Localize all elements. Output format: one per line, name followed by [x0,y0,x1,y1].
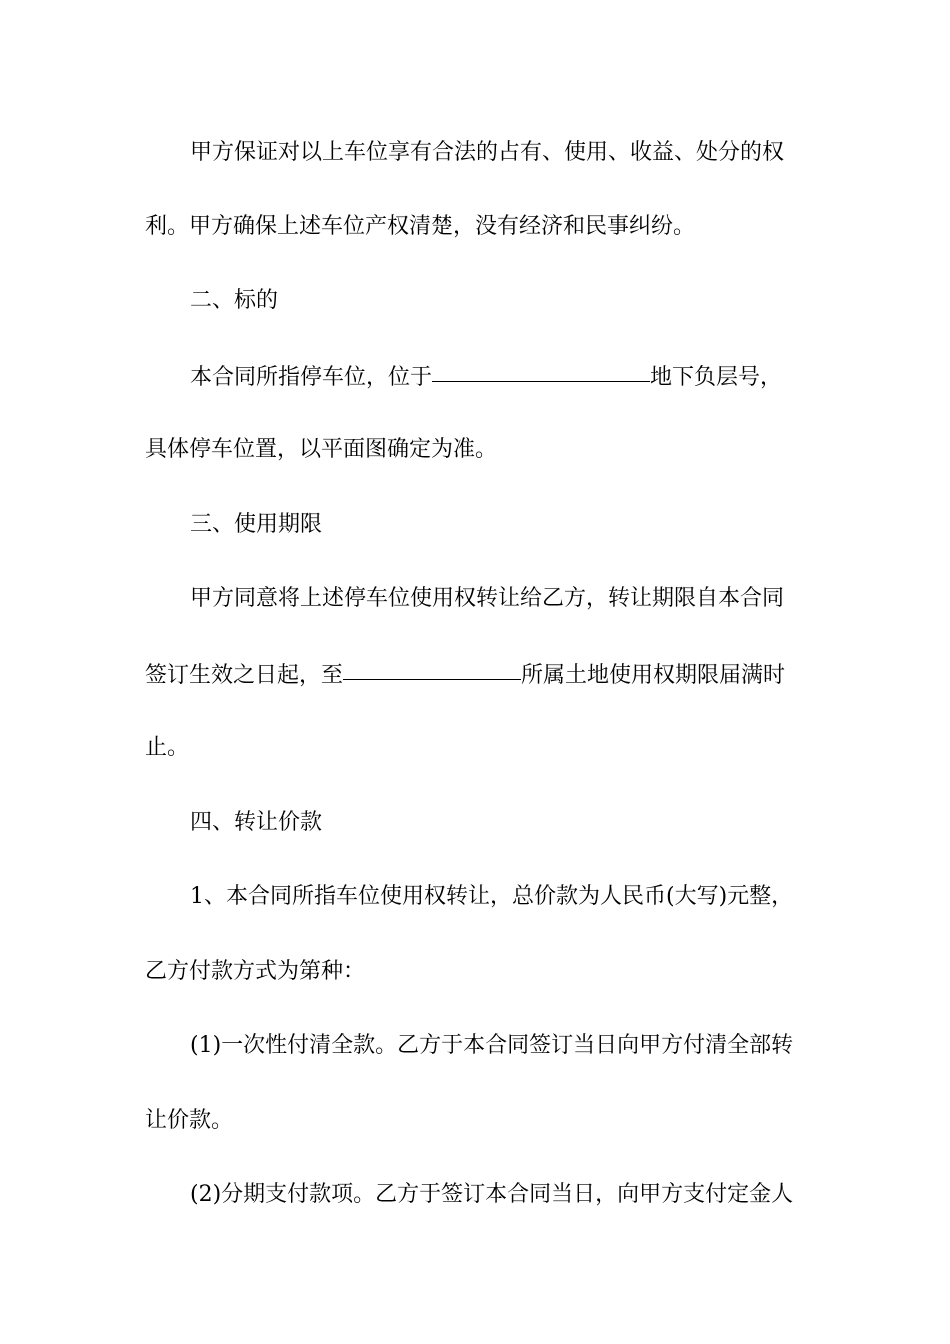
paragraph-line [190,584,860,614]
section-heading [190,808,860,838]
fill-in-blank [432,359,650,382]
paragraph-line [190,361,860,391]
text: 本合同所指停车位，位于 [190,365,433,390]
heading-text: 四、转让价款 [190,810,323,835]
text: 签订生效之日起，至 [145,663,344,688]
text: 所属土地使用权期限届满时 [521,663,786,688]
text: 甲方同意将上述停车位使用权转让给乙方，转让期限自本合同 [190,586,785,611]
paragraph-line [145,1106,815,1136]
fill-in-blank [343,657,521,680]
text: 甲方保证对以上车位享有合法的占有、使用、收益、处分的权 [190,140,785,165]
paragraph-line [145,435,815,465]
paragraph-line [145,957,815,987]
heading-text: 二、标的 [190,288,279,313]
text: 1、本合同所指车位使用权转让，总价款为人民币(大写)元整， [190,884,794,909]
paragraph-line [190,138,860,168]
text: (2)分期支付款项。乙方于签订本合同当日，向甲方支付定金人 [190,1182,794,1207]
heading-text: 三、使用期限 [190,512,323,537]
text: 止。 [145,735,190,760]
text: 具体停车位置，以平面图确定为准。 [145,437,498,462]
paragraph-line [145,212,815,242]
text: 地下负层号， [650,365,783,390]
paragraph-line [190,882,860,912]
paragraph-line [190,1031,860,1061]
paragraph-line [190,1180,860,1210]
text: 乙方付款方式为第种： [145,959,366,984]
text: (1)一次性付清全款。乙方于本合同签订当日向甲方付清全部转 [190,1033,794,1058]
text: 让价款。 [145,1108,234,1133]
text: 利。甲方确保上述车位产权清楚，没有经济和民事纠纷。 [145,214,696,239]
paragraph-line [145,659,815,689]
section-heading [190,510,860,540]
paragraph-line [145,733,815,763]
section-heading [190,286,860,316]
